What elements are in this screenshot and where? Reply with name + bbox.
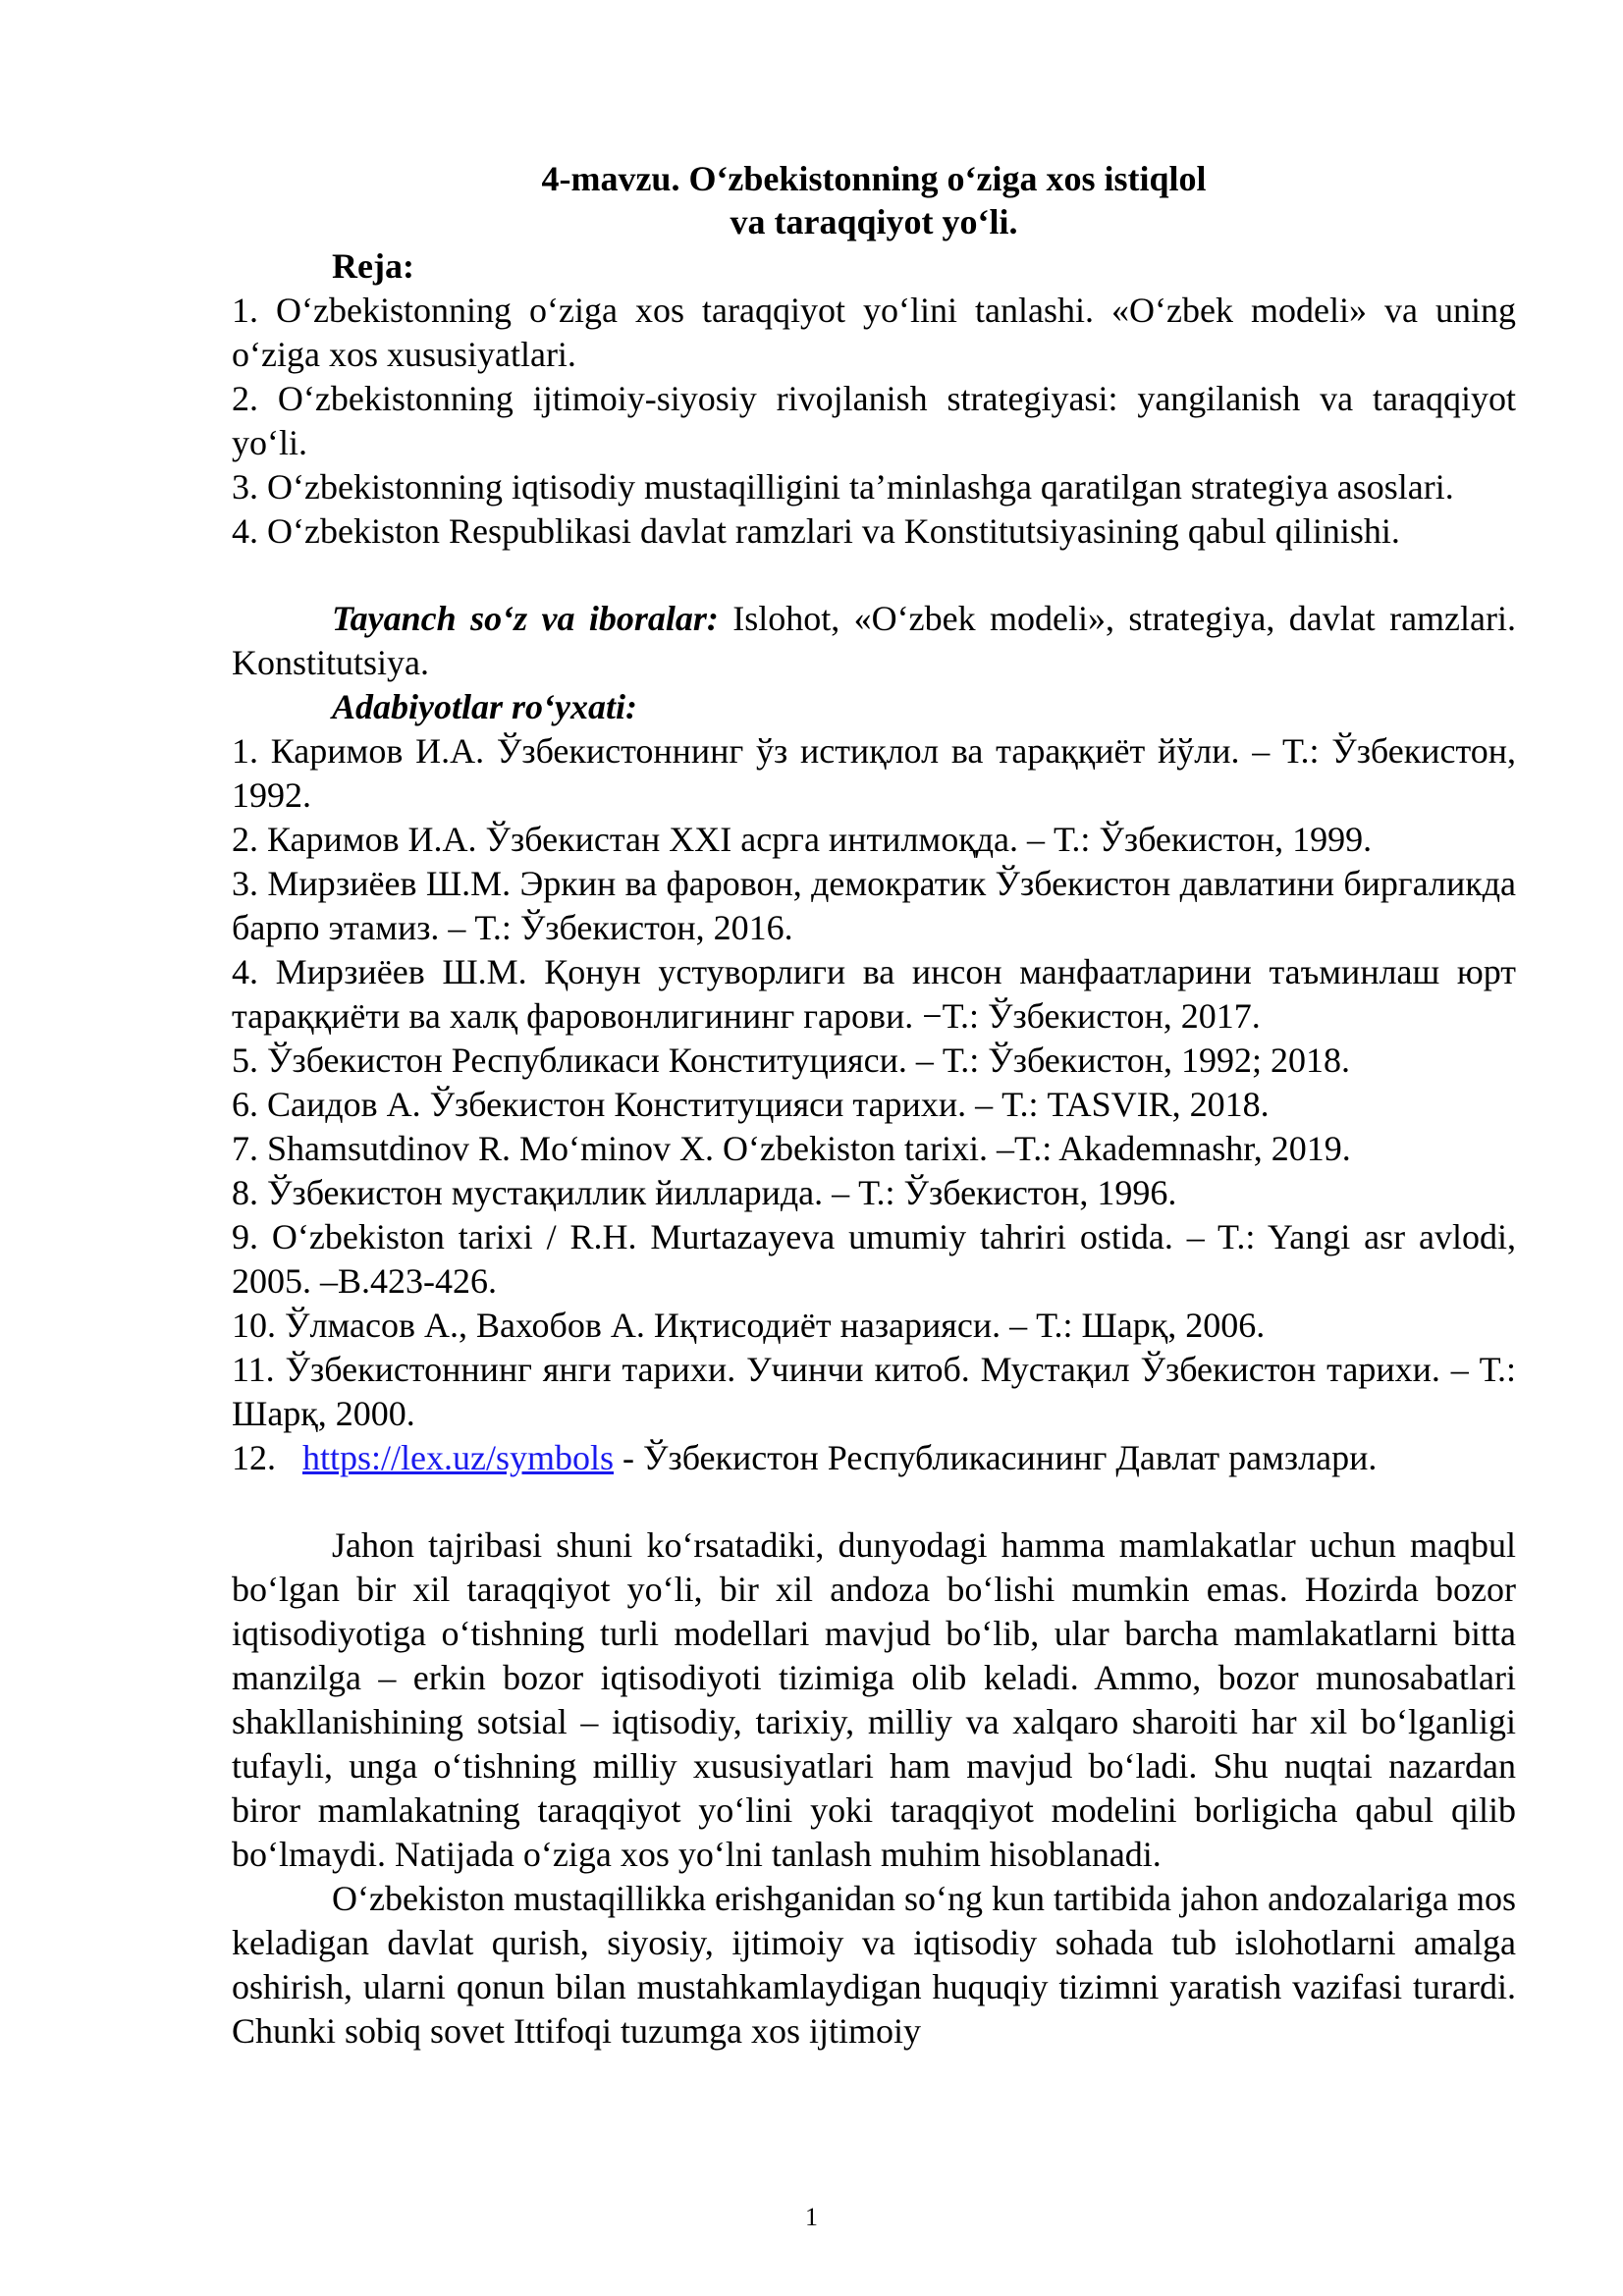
plan-item: 2. O‘zbekistonning ijtimoiy-siyosiy rivojlanish strategiyasi: yangilanish va taraqqiyot yo‘li. xyxy=(232,379,1516,462)
literature-item: 11. Ўзбекистоннинг янги тарихи. Учинчи китоб. Мустақил Ўзбекистон тарихи. – Т.: Шарқ, 2000. xyxy=(232,1350,1516,1433)
literature-heading: Adabiyotlar ro‘yxati: xyxy=(332,687,637,726)
document-page xyxy=(232,157,1516,2054)
spacer xyxy=(232,1480,1516,1523)
literature-item: 8. Ўзбекистон мустақиллик йилларида. – Т.: Ўзбекистон, 1996. xyxy=(232,1173,1177,1212)
title-line-2: va taraqqiyot yo‘li. xyxy=(730,202,1018,241)
body-paragraph: O‘zbekiston mustaqillikka erishganidan so‘ng kun tartibida jahon andozalariga mos keladigan davlat qurish, siyosiy, ijtimoiy va iqtisodiy sohada tub islohotlarni amalga oshirish, ularni qonun bilan mustahkamlaydigan huquqiy tizimni yaratish vazifasi turardi. Chunki sobiq sovet Ittifoqi tuzumga xos ijtimoiy xyxy=(232,1879,1516,2051)
plan-item: 4. O‘zbekiston Respublikasi davlat ramzlari va Konstitutsiyasining qabul qilinishi. xyxy=(232,511,1400,551)
literature-item: 7. Shamsutdinov R. Mo‘minov X. O‘zbekiston tarixi. –T.: Akademnashr, 2019. xyxy=(232,1129,1351,1168)
literature-item: 2. Каримов И.А. Ўзбекистан XXI асрга интилмоқда. – Т.: Ўзбекистон, 1999. xyxy=(232,820,1373,859)
plan-item: 3. O‘zbekistonning iqtisodiy mustaqilligini ta’minlashga qaratilgan strategiya asoslari. xyxy=(232,467,1454,507)
title-line-1: 4-mavzu. O‘zbekistonning o‘ziga xos istiqlol xyxy=(541,159,1207,198)
keywords-text: Islohot, «O‘zbek modeli», strategiya, davlat ramzlari. Konstitutsiya. xyxy=(232,599,1516,682)
literature-item: 4. Мирзиёев Ш.М. Қонун устуворлиги ва инсон манфаатларини таъминлаш юрт тараққиёти ва халқ фаровонлигининг гарови. −Т.: Ўзбекистон, 2017. xyxy=(232,952,1516,1036)
plan-item: 1. O‘zbekistonning o‘ziga xos taraqqiyot yo‘lini tanlashi. «O‘zbek modeli» va uning o‘ziga xos xususiyatlari. xyxy=(232,291,1516,374)
plan-list xyxy=(232,289,1516,554)
plan-heading: Reja: xyxy=(332,246,414,286)
literature-item: 1. Каримов И.А. Ўзбекистоннинг ўз истиқлол ва тараққиёт йўли. – Т.: Ўзбекистон, 1992. xyxy=(232,731,1516,815)
body-paragraph: Jahon tajribasi shuni ko‘rsatadiki, dunyodagi hamma mamlakatlar uchun maqbul bo‘lgan bir xil taraqqiyot yo‘li, bir xil andoza bo‘lishi mumkin emas. Hozirda bozor iqtisodiyotiga o‘tishning turli modellari mavjud bo‘lib, ular barcha mamlakatlarni bitta manzilga – erkin bozor iqtisodiyoti tizimiga olib keladi. Ammo, bozor munosabatlari shakllanishining sotsial – iqtisodiy, tarixiy, milliy va xalqaro sharoiti har xil bo‘lganligi tufayli, unga o‘tishning milliy xususiyatlari ham mavjud bo‘ladi. Shu nuqtai nazardan biror mamlakatning taraqqiyot yo‘lini yoki taraqqiyot modelini borligicha qabul qilib bo‘lmaydi. Natijada o‘ziga xos yo‘lni tanlash muhim hisoblanadi. xyxy=(232,1525,1516,1874)
literature-item: 10. Ўлмасов А., Вахобов А. Иқтисодиёт назарияси. – Т.: Шарқ, 2006. xyxy=(232,1306,1266,1345)
spacer xyxy=(232,554,1516,597)
literature-item: 9. O‘zbekiston tarixi / R.H. Murtazayeva umumiy tahriri ostida. – T.: Yangi asr avlodi, 2005. –B.423-426. xyxy=(232,1217,1516,1301)
literature-list xyxy=(232,729,1516,1480)
page-number: 1 xyxy=(805,2203,818,2231)
keywords-paragraph xyxy=(232,597,1516,685)
literature-item-number: 12. xyxy=(232,1438,276,1477)
lex-uz-symbols-link[interactable]: https://lex.uz/symbols xyxy=(302,1438,615,1477)
literature-item-12 xyxy=(232,1436,1516,1480)
literature-item: 6. Саидов А. Ўзбекистон Конституцияси тарихи. – Т.: TASVIR, 2018. xyxy=(232,1085,1270,1124)
document-title xyxy=(232,157,1516,243)
keywords-label: Tayanch so‘z va iboralar: xyxy=(332,599,719,638)
literature-item: 5. Ўзбекистон Республикаси Конституцияси. – Т.: Ўзбекистон, 1992; 2018. xyxy=(232,1041,1351,1080)
body-text xyxy=(232,1523,1516,2054)
literature-item: 3. Мирзиёев Ш.М. Эркин ва фаровон, демократик Ўзбекистон давлатини биргаликда барпо этамиз. – Т.: Ўзбекистон, 2016. xyxy=(232,864,1516,947)
literature-item-text: - Ўзбекистон Республикасининг Давлат рамзлари. xyxy=(614,1438,1378,1477)
